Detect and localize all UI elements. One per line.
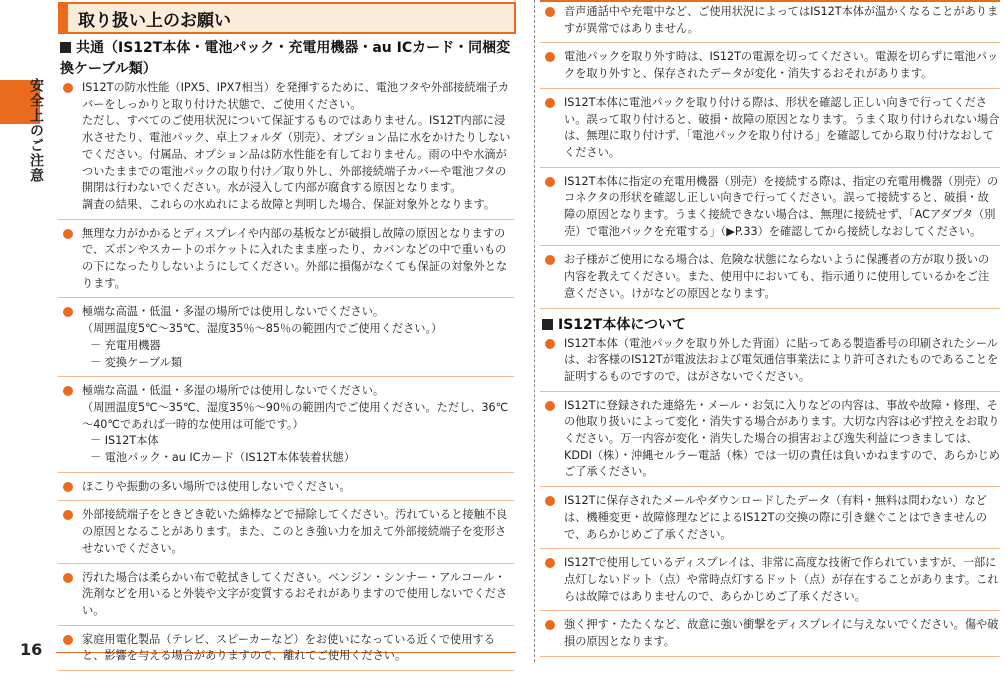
- item-separator: [58, 376, 514, 377]
- bullet-dot-icon: [63, 573, 73, 583]
- square-bullet-icon: [542, 319, 553, 330]
- caution-text: 外部接続端子をときどき乾いた綿棒などで掃除してください。汚れていると接触不良の原因となることがあります。また、このとき強い力を加えて外部接続端子を変形させないでください。: [82, 508, 508, 555]
- item-separator: [540, 391, 1000, 392]
- right-column: [540, 0, 1000, 663]
- caution-text: 無理な力がかかるとディスプレイや内部の基板などが破損し故障の原因となりますので、ズボンやスカートのポケットに入れたまま座ったり、カバンなどの中で重いものの下になったりしないようにしてください。外部に損傷がなくても保証の対象外となります。: [82, 226, 508, 290]
- section-heading-text: 共通（IS12T本体・電池パック・充電用機器・au ICカード・同梱変換ケーブル類）: [60, 40, 511, 77]
- caution-item: [540, 174, 1000, 246]
- caution-text: IS12Tで使用しているディスプレイは、非常に高度な技術で作られていますが、一部に点灯しないドット（点）や常時点灯するドット（点）が存在することがあります。これらは故障ではありませんので、あらかじめご了承ください。: [564, 556, 999, 603]
- item-separator: [540, 42, 1000, 43]
- item-separator: [58, 500, 514, 501]
- bullet-dot-icon: [545, 558, 555, 568]
- item-separator: [540, 308, 1000, 309]
- bullet-dot-icon: [63, 307, 73, 317]
- caution-text: IS12Tの防水性能（IPX5、IPX7相当）を発揮するために、電池フタや外部接続端子カバーをしっかりと取り付けた状態で、ご使用ください。: [82, 81, 510, 111]
- left-column: [58, 0, 514, 677]
- section-heading-common: [58, 38, 514, 80]
- bullet-dot-icon: [63, 510, 73, 520]
- caution-item: [540, 4, 1000, 42]
- bullet-dot-icon: [545, 255, 555, 265]
- caution-item: [540, 493, 1000, 548]
- caution-item: [58, 383, 514, 472]
- bullet-dot-icon: [545, 339, 555, 349]
- item-separator: [540, 548, 1000, 549]
- bullet-dot-icon: [63, 482, 73, 492]
- caution-item: [58, 304, 514, 376]
- bullet-dot-icon: [63, 83, 73, 93]
- item-separator: [540, 245, 1000, 246]
- bullet-dot-icon: [545, 52, 555, 62]
- caution-item: [58, 479, 514, 501]
- caution-item: [58, 632, 514, 670]
- caution-subitem: － 充電用機器: [90, 338, 161, 352]
- square-bullet-icon: [60, 42, 71, 53]
- caution-text: 極端な高温・低温・多湿の場所では使用しないでください。: [82, 305, 385, 319]
- page-title-box: [58, 2, 516, 34]
- caution-text: 家庭用電化製品（テレビ、スピーカーなど）をお使いになっている近くで使用すると、影響を与える場合がありますので、離れてご使用ください。: [82, 632, 495, 663]
- item-separator: [58, 219, 514, 220]
- bullet-dot-icon: [545, 620, 555, 630]
- caution-item: [540, 617, 1000, 655]
- caution-item: [58, 80, 514, 219]
- caution-text: （周囲温度5℃～35℃、湿度35％～90％の範囲内でご使用ください。ただし、36℃～40℃であれば一時的な使用は可能です。）: [82, 400, 509, 431]
- title-accent-bar: [60, 4, 68, 32]
- caution-item: [540, 95, 1000, 167]
- column-divider: [534, 0, 535, 662]
- item-separator: [540, 88, 1000, 89]
- item-separator: [58, 472, 514, 473]
- caution-item: [540, 398, 1000, 487]
- item-separator: [540, 167, 1000, 168]
- bullet-dot-icon: [63, 386, 73, 396]
- item-separator: [540, 610, 1000, 611]
- caution-text: ただし、すべてのご使用状況について保証するものではありません。IS12T内部に浸水させたり、電池パック、卓上フォルダ（別売）、オプション品に水をかけたりしないでください。付属品、オプション品は防水性能を有しておりません。雨の中や水滴がついたままでの電池パックの取り付け／取り外し、外部接続端子カバーや電池フタの開閉は行わないでください。水が浸入して内部が腐食する原因となります。: [82, 114, 511, 195]
- caution-item: [540, 252, 1000, 307]
- caution-subitem: － 電池パック・au ICカード（IS12T本体装着状態）: [90, 451, 356, 465]
- section-heading-text: IS12T本体について: [558, 316, 687, 333]
- bullet-dot-icon: [545, 496, 555, 506]
- caution-text: IS12T本体に指定の充電用機器（別売）を接続する際は、指定の充電用機器（別売）のコネクタの形状を確認し正しい向きで行ってください。誤って接続すると、破損・故障の原因となります。うまく接続できない場合は、無理に接続せず、「ACアダプタ（別売）で電池パックを充電する」（▶P.33）を確認してから接続しなおしてください。: [564, 174, 999, 238]
- caution-text: 調査の結果、これらの水ぬれによる故障と判明した場合、保証対象外となります。: [82, 197, 496, 211]
- section-heading-device: [540, 315, 1000, 336]
- caution-item: [540, 555, 1000, 610]
- caution-text: 強く押す・たたくなど、故意に強い衝撃をディスプレイに与えないでください。傷や破損の原因となります。: [564, 618, 999, 649]
- caution-list: [540, 336, 1000, 657]
- caution-item: [58, 570, 514, 625]
- caution-subitem: － 変換ケーブル類: [90, 355, 183, 369]
- side-section-label: 安全上のご注意: [28, 78, 44, 183]
- caution-text: ほこりや振動の多い場所では使用しないでください。: [82, 479, 351, 493]
- item-separator: [540, 656, 1000, 657]
- item-separator: [58, 670, 514, 671]
- bullet-dot-icon: [545, 177, 555, 187]
- caution-text: （周囲温度5℃～35℃、湿度35％～85％の範囲内でご使用ください。）: [82, 322, 443, 336]
- item-separator: [58, 297, 514, 298]
- caution-item: [58, 507, 514, 562]
- page-title: 取り扱い上のお願い: [78, 10, 231, 31]
- caution-item: [540, 49, 1000, 87]
- caution-text: お子様がご使用になる場合は、危険な状態にならないように保護者の方が取り扱いの内容を教えてください。また、使用中においても、指示通りに使用しているかをご注意ください。けがなどの原因となります。: [564, 253, 990, 300]
- item-separator: [58, 625, 514, 626]
- caution-text: IS12T本体（電池パックを取り外した背面）に貼ってある製造番号の印刷されたシールは、お客様のIS12Tが電波法および電気通信事業法により許可されたものであることを証明するものですので、はがさないでください。: [564, 336, 999, 383]
- caution-list: [58, 80, 514, 671]
- bullet-dot-icon: [63, 635, 73, 645]
- caution-text: 極端な高温・低温・多湿の場所では使用しないでください。: [82, 384, 385, 398]
- caution-list: [540, 4, 1000, 309]
- bullet-dot-icon: [545, 7, 555, 17]
- page-number: 16: [20, 640, 43, 659]
- caution-text: IS12T本体に電池パックを取り付ける際は、形状を確認し正しい向きで行ってください。誤って取り付けると、破損・故障の原因となります。うまく取り付けられない場合は、無理に取り付けず、「電池パックを取り付ける」を確認してから取り付けなおしてください。: [564, 95, 1000, 159]
- caution-text: IS12Tに登録された連絡先・メール・お気に入りなどの内容は、事故や故障・修理、その他取り扱いによって変化・消失する場合があります。大切な内容は必ず控えをお取りください。万一内容が変化・消失した場合の損害および逸失利益につきましては、KDDI（株）・沖縄セルラー電話（株）では一切の責任は負いかねますので、あらかじめご了承ください。: [564, 398, 1000, 479]
- caution-text: 電池パックを取り外す時は、IS12Tの電源を切ってください。電源を切らずに電池パックを取り外すと、保存されたデータが変化・消失するおそれがあります。: [564, 50, 999, 81]
- item-separator: [58, 563, 514, 564]
- bullet-dot-icon: [545, 98, 555, 108]
- caution-item: [540, 336, 1000, 391]
- item-separator: [540, 486, 1000, 487]
- caution-item: [58, 226, 514, 298]
- bullet-dot-icon: [545, 401, 555, 411]
- caution-text: 音声通話中や充電中など、ご使用状況によってはIS12T本体が温かくなることがありますが異常ではありません。: [564, 5, 999, 35]
- bullet-dot-icon: [63, 229, 73, 239]
- caution-text: IS12Tに保存されたメールやダウンロードしたデータ（有料・無料は問わない）などは、機種変更・故障修理などによるIS12Tの交換の際に引き継ぐことはできませんので、あらかじめご了承ください。: [564, 494, 988, 541]
- caution-text: 汚れた場合は柔らかい布で乾拭きしてください。ベンジン・シンナー・アルコール・洗剤などを用いると外装や文字が変質するおそれがありますので使用しないでください。: [82, 570, 508, 617]
- caution-subitem: － IS12T本体: [90, 434, 159, 448]
